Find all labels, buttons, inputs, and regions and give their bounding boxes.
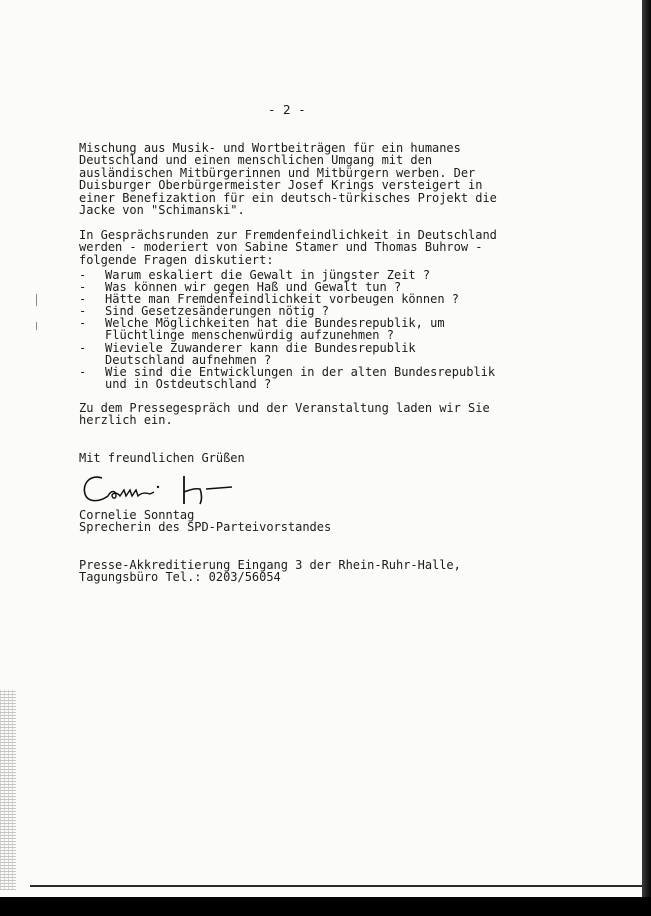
paragraph-invitation: Zu dem Pressegespräch und der Veranstaltung laden wir Sie herzlich ein. (79, 401, 490, 428)
scan-edge-line (30, 885, 642, 887)
signatory-title: Sprecherin des SPD-Parteivorstandes (79, 520, 332, 534)
scan-edge-right (642, 0, 651, 916)
scan-mark (36, 294, 37, 306)
bullet-dash: - (79, 316, 87, 330)
paragraph-event-program: Mischung aus Musik- und Wortbeiträgen für ein humanes Deutschland und einen menschlichen Umgang mit den ausländischen Mitbürgerinnen und Mitbürgern werben. Der Duisburger Oberbürgermeister Josef Krings versteigert in einer Benefizaktion für ein deutsch-türkisches Projekt die Jacke von "Schimanski". (79, 141, 497, 218)
bullet-dash: - (79, 268, 87, 282)
scan-edge-bottom (0, 897, 651, 916)
signatory-name: Cornelie Sonntag (79, 508, 195, 522)
bullet-dash: - (79, 280, 87, 294)
question-text: Hätte man Fremdenfeindlichkeit vorbeugen können ? (105, 292, 460, 306)
handwritten-signature (80, 470, 250, 510)
bullet-dash: - (79, 292, 87, 306)
question-text: Welche Möglichkeiten hat die Bundesrepublik, um Flüchtlinge menschenwürdig aufzunehmen ? (105, 316, 445, 343)
scan-mark (36, 322, 37, 330)
closing-greeting: Mit freundlichen Grüßen (79, 451, 245, 465)
question-text: Sind Gesetzesänderungen nötig ? (105, 304, 329, 318)
bullet-dash: - (79, 304, 87, 318)
press-accreditation-info: Presse-Akkreditierung Eingang 3 der Rhein-Ruhr-Halle, Tagungsbüro Tel.: 0203/56054 (79, 558, 461, 585)
question-text: Wieviele Zuwanderer kann die Bundesrepublik Deutschland aufnehmen ? (105, 341, 416, 368)
page-number: - 2 - (268, 102, 306, 117)
scan-artifact-left (0, 690, 16, 890)
bullet-dash: - (79, 365, 87, 379)
bullet-dash: - (79, 341, 87, 355)
question-text: Warum eskaliert die Gewalt in jüngster Zeit ? (105, 268, 431, 282)
question-text: Was können wir gegen Haß und Gewalt tun ? (105, 280, 402, 294)
question-text: Wie sind die Entwicklungen in der alten Bundesrepublik und in Ostdeutschland ? (105, 365, 496, 392)
paragraph-discussion-rounds: In Gesprächsrunden zur Fremdenfeindlichkeit in Deutschland werden - moderiert von Sabine Stamer und Thomas Buhrow - folgende Fragen diskutiert: (79, 228, 497, 267)
